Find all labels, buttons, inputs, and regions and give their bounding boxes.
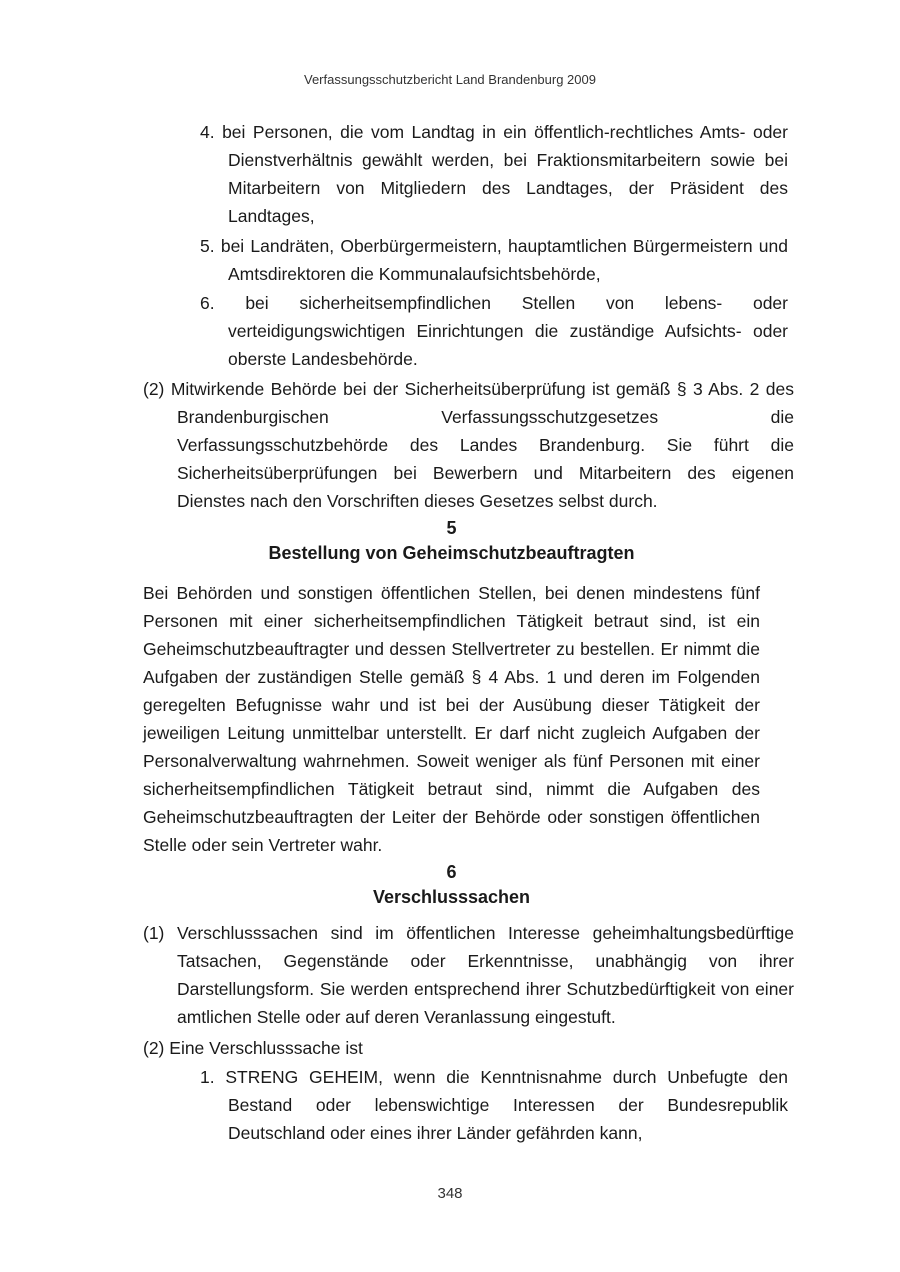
section-6-paragraph-2 xyxy=(143,1034,794,1062)
paragraph-number: (1) xyxy=(143,923,165,943)
page-number: 348 xyxy=(437,1185,463,1202)
paragraph-number: (2) xyxy=(143,1038,165,1058)
list-item xyxy=(200,1063,788,1147)
section-5-paragraph: Bei Behörden und sonstigen öffentlichen Stellen, bei denen mindestens fünf Personen mit einer sicherheitsempfindlichen Tätigkeit betraut sind, ist ein Geheimschutzbeauftragter und dessen Stellvertreter zu bestellen. Er nimmt die Aufgaben der zuständigen Stelle gemäß § 4 Abs. 1 und deren im Folgenden geregelten Befugnisse wahr und ist bei der Ausübung dieser Tätigkeit der jeweiligen Leitung unmittelbar unterstellt. Er darf nicht zugleich Aufgaben der Personalverwaltung wahrnehmen. Soweit weniger als fünf Personen mit einer sicherheitsempfindlichen Tätigkeit betraut sind, nimmt die Aufgaben des Geheimschutzbeauftragten der Leiter der Behörde oder sonstigen öffentlichen Stelle oder sein Vertreter wahr. xyxy=(143,583,760,855)
list-item-number: 1. xyxy=(200,1067,215,1087)
list-item-text: bei sicherheitsempfindlichen Stellen von lebens- oder verteidigungswichtigen Einrichtungen die zuständige Aufsichts- oder oberste Landesbehörde. xyxy=(228,293,788,369)
paragraph-text: Mitwirkende Behörde bei der Sicherheitsüberprüfung ist gemäß § 3 Abs. 2 des Brandenburgischen Verfassungsschutzgesetzes die Verfassungsschutzbehörde des Landes Brandenburg. Sie führt die Sicherheitsüberprüfungen bei Bewerbern und Mitarbeitern des eigenen Dienstes nach den Vorschriften dieses Gesetzes selbst durch. xyxy=(170,379,794,511)
list-item-number: 5. xyxy=(200,236,215,256)
list-item xyxy=(200,232,788,288)
paragraph-number: (2) xyxy=(143,379,165,399)
paragraph-text: Verschlusssachen sind im öffentlichen Interesse geheimhaltungsbedürftige Tatsachen, Gegenstände oder Erkenntnisse, unabhängig von ihrer Darstellungsform. Sie werden entsprechend ihrer Schutzbedürftigkeit von einer amtlichen Stelle oder auf deren Veranlassung eingestuft. xyxy=(176,923,794,1027)
section-title: Verschlusssachen xyxy=(372,887,531,907)
running-head: Verfassungsschutzbericht Land Brandenburg 2009 xyxy=(304,72,596,87)
list-item-text: STRENG GEHEIM, wenn die Kenntnisnahme durch Unbefugte den Bestand oder lebenswichtige Interessen der Bundesrepublik Deutschland oder eines ihrer Länder gefährden kann, xyxy=(225,1067,788,1143)
list-item-text: bei Personen, die vom Landtag in ein öffentlich-rechtliches Amts- oder Dienstverhältnis gewählt werden, bei Fraktionsmitarbeitern sowie bei Mitarbeitern von Mitgliedern des Landtages, der Präsident des Landtages, xyxy=(222,122,788,226)
list-item xyxy=(200,118,788,230)
section-6-paragraph-1 xyxy=(143,919,794,1031)
list-item-number: 4. xyxy=(200,122,215,142)
list-item-number: 6. xyxy=(200,293,215,313)
list-item-text: bei Landräten, Oberbürgermeistern, hauptamtlichen Bürgermeistern und Amtsdirektoren die Kommunalaufsichtsbehörde, xyxy=(220,236,788,284)
paragraph-text: Eine Verschlusssache ist xyxy=(169,1038,363,1058)
paragraph-2 xyxy=(143,375,794,515)
list-item xyxy=(200,289,788,373)
section-number: 6 xyxy=(446,862,457,882)
section-title: Bestellung von Geheimschutzbeauftragten xyxy=(268,543,635,563)
section-number: 5 xyxy=(446,518,457,538)
